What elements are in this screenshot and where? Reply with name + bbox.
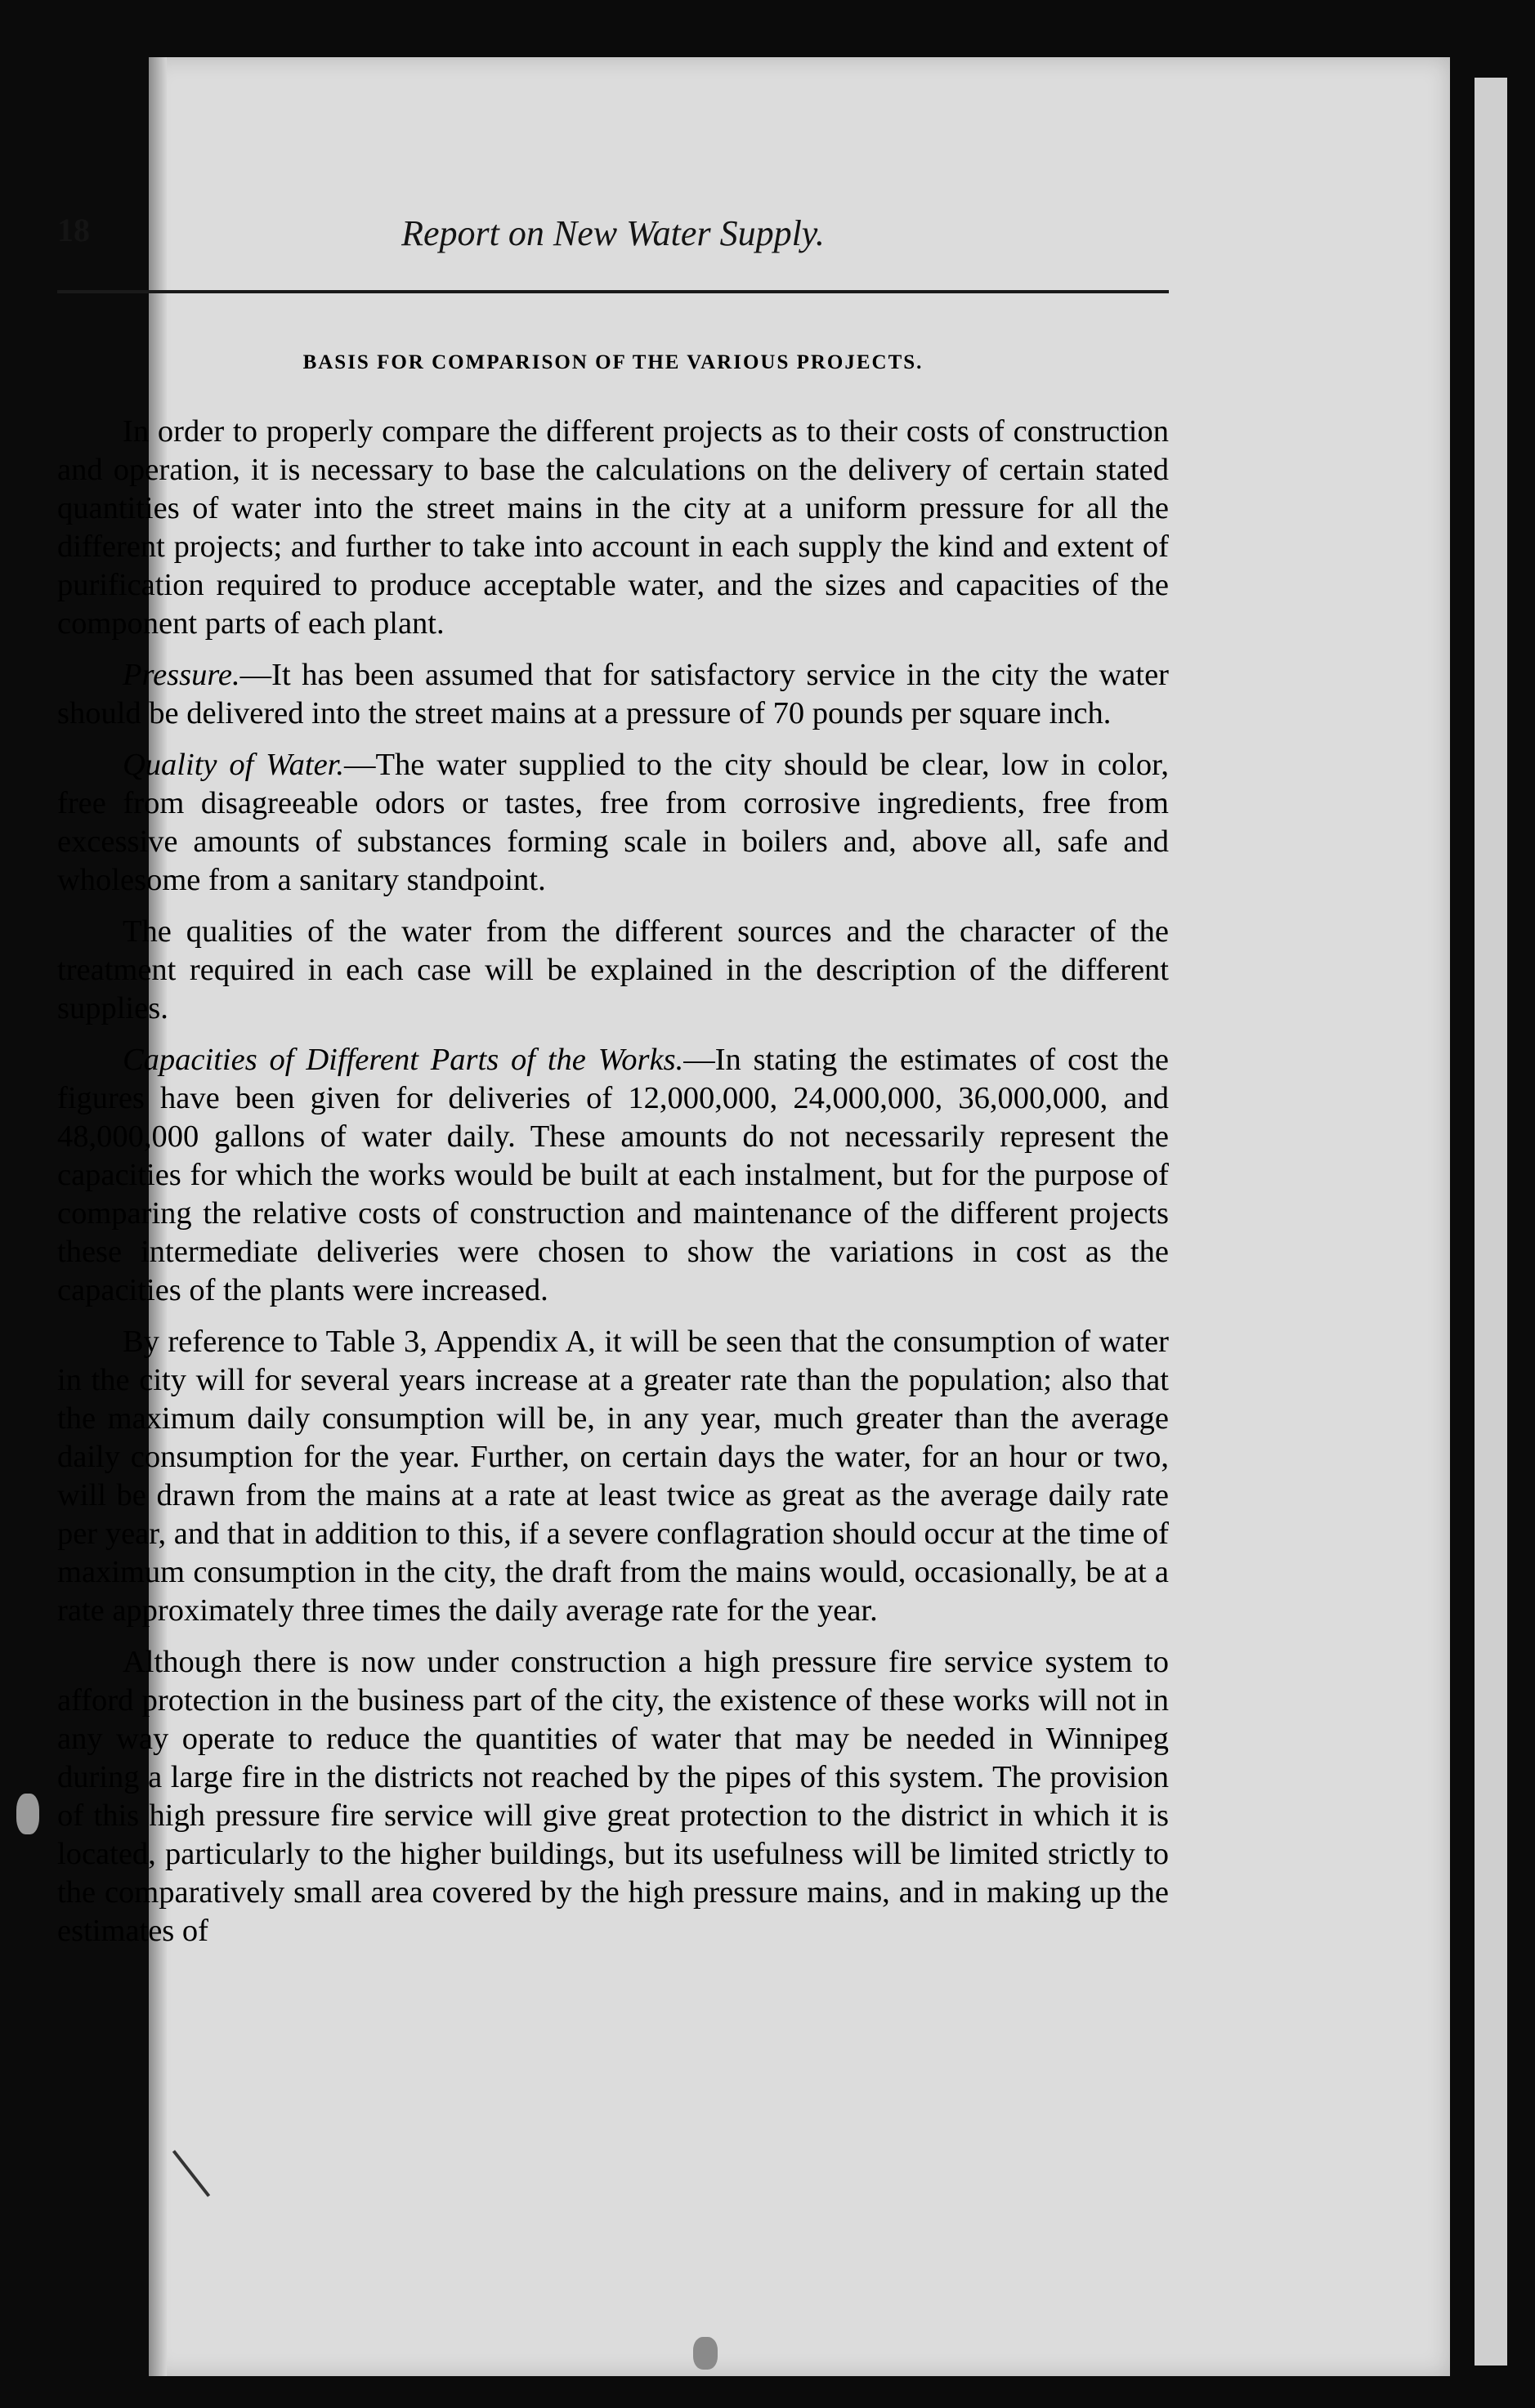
paragraph-text: —The water supplied to the city should be clear, low in color, free from disagreeable odors or tastes, free from corrosive ingredients, free from excessive amounts of substances forming scale in boilers and, above all, safe and wholesome from a sanitary standpoint. bbox=[57, 748, 1170, 897]
page-number: 18 bbox=[57, 212, 90, 248]
paragraph-1 bbox=[57, 413, 1169, 643]
paragraph-3 bbox=[57, 746, 1169, 900]
adjacent-page-edge bbox=[1475, 78, 1507, 2366]
paragraph-text: —In stating the estimates of cost the figures have been given for deliveries of 12,000,000, 24,000,000, 36,000,000, and 48,000,000 gallons of water daily. These amounts do not necessarily represent the capacities for which the works would be built at each instalment, but for the purpose of comparing the relative costs of construction and maintenance of the different projects these intermediate deliveries were chosen to show the variations in cost as the capacities of the plants were increased. bbox=[57, 1043, 1169, 1307]
section-heading: BASIS FOR COMPARISON OF THE VARIOUS PROJECTS. bbox=[302, 351, 924, 373]
paragraph-lead: Capacities of Different Parts of the Works. bbox=[123, 1043, 684, 1077]
paragraph-4 bbox=[57, 913, 1169, 1028]
page-header bbox=[57, 155, 1169, 253]
paragraph-2 bbox=[57, 656, 1169, 733]
scan-speck bbox=[16, 1794, 39, 1834]
paragraph-5 bbox=[57, 1041, 1169, 1310]
paragraph-lead: Quality of Water. bbox=[123, 748, 345, 782]
header-rule bbox=[57, 290, 1169, 293]
paragraph-7 bbox=[57, 1643, 1169, 1950]
body-text bbox=[57, 413, 1169, 1963]
running-title: Report on New Water Supply. bbox=[401, 213, 825, 253]
paragraph-text: Although there is now under construction a high pressure fire service system to afford protection in the business part of the city, the existence of these works will not in any way operate to reduce the quantities of water that may be needed in Winnipeg during a large fire in the districts not reached by the pipes of this system. The provision of this high pressure fire service will give great protection to the district in which it is located, particularly to the higher buildings, but its usefulness will be limited strictly to the comparatively small area covered by the high pressure mains, and in making up the estimates of bbox=[57, 1645, 1169, 1948]
paragraph-6 bbox=[57, 1323, 1169, 1630]
paragraph-text: —It has been assumed that for satisfactory service in the city the water should be delivered into the street mains at a pressure of 70 pounds per square inch. bbox=[57, 658, 1169, 730]
paragraph-text: By reference to Table 3, Appendix A, it will be seen that the consumption of water in the city will for several years increase at a greater rate than the population; also that the maximum daily consumption will be, in any year, much greater than the average daily consumption for the year. Further, on certain days the water, for an hour or two, will be drawn from the mains at a rate at least twice as great as the average daily rate per year, and that in addition to this, if a severe conflagration should occur at the time of maximum consumption in the city, the draft from the mains would, occasionally, be at a rate approximately three times the daily average rate for the year. bbox=[57, 1325, 1169, 1628]
paragraph-lead: Pressure. bbox=[123, 658, 240, 692]
paragraph-text: The qualities of the water from the different sources and the character of the treatment required in each case will be explained in the description of the different supplies. bbox=[57, 914, 1169, 1025]
scan-speck bbox=[693, 2337, 718, 2370]
header-row bbox=[57, 155, 1169, 253]
paragraph-text: In order to properly compare the different projects as to their costs of construction and operation, it is necessary to base the calculations on the delivery of certain stated quantities of water into the street mains in the city at a uniform pressure for all the different projects; and further to take into account in each supply the kind and extent of purification required to produce acceptable water, and the sizes and capacities of the component parts of each plant. bbox=[57, 414, 1169, 641]
